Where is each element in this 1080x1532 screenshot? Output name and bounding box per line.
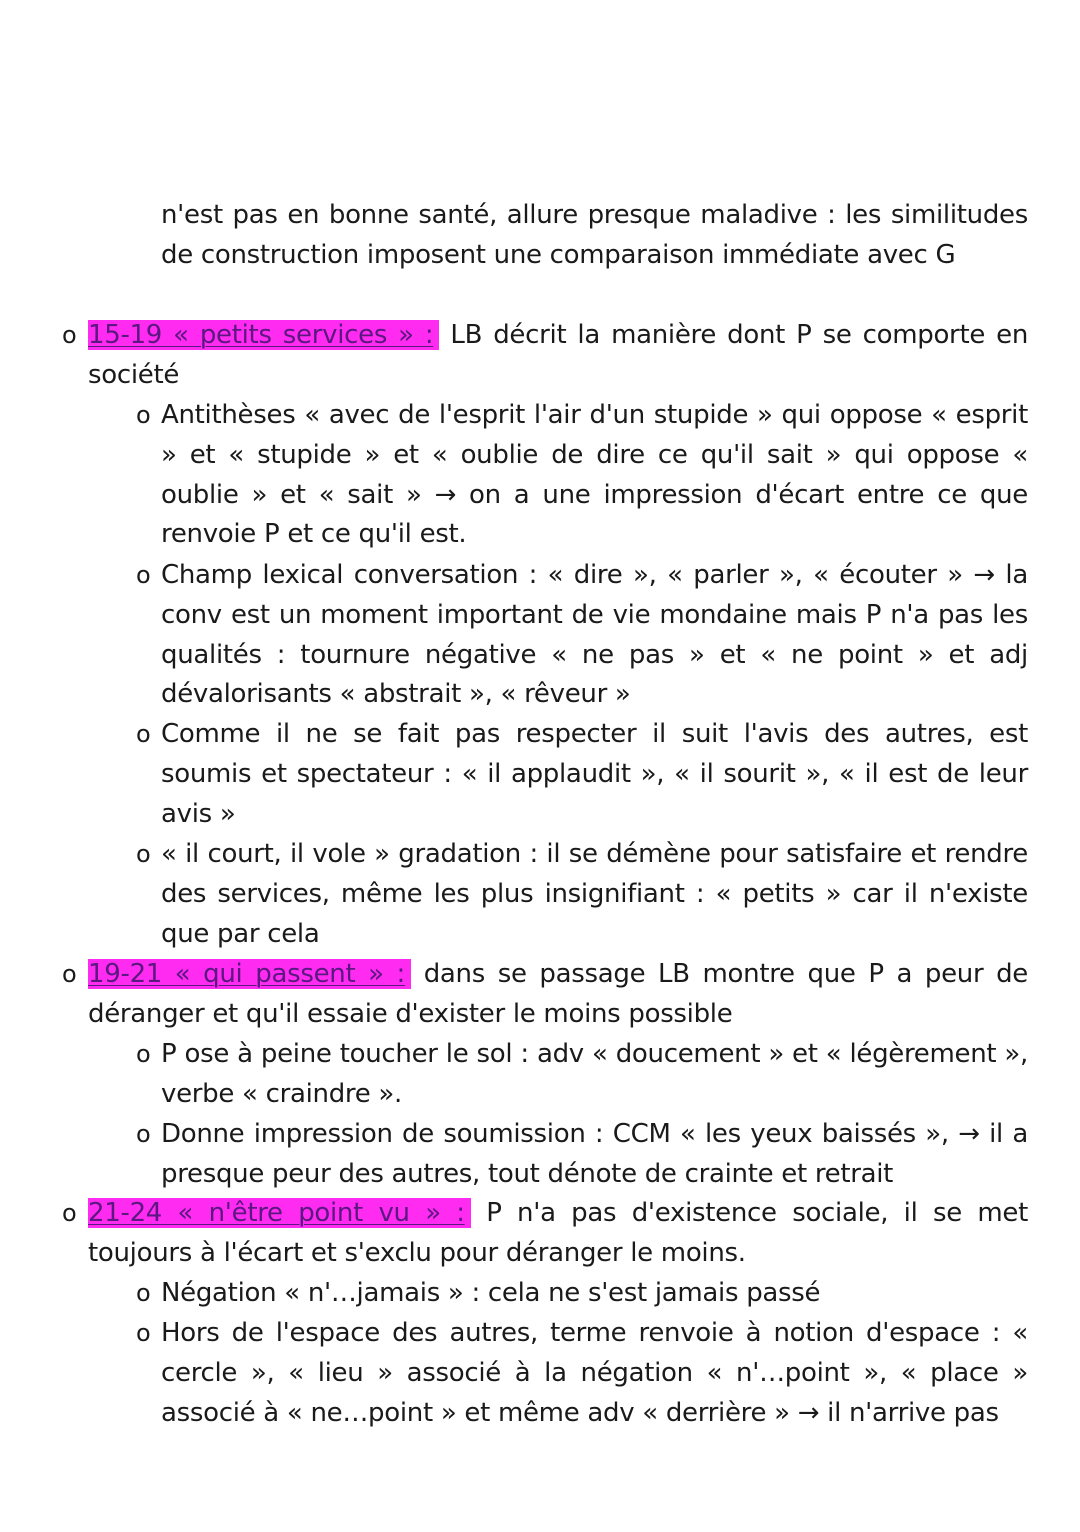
bullet-marker: o [136, 1279, 151, 1307]
point-antitheses [0, 396, 1080, 555]
bullet-marker: o [62, 1199, 77, 1227]
point-text: Antithèses « avec de l'esprit l'air d'un stupide » qui oppose « esprit » et « stupide » et « oublie de dire ce qu'il sait » qui oppose « oublie » et « sait » → on a une impression d'écart entre ce que renvoie P et ce qu'il est. [161, 400, 1028, 550]
point-text: P ose à peine toucher le sol : adv « doucement » et « légèrement », verbe « craindre ». [161, 1039, 1028, 1109]
bullet-marker: o [136, 1120, 151, 1148]
point-soumis-spectateur [0, 715, 1080, 834]
section-petits-services [0, 316, 1080, 396]
point-soumission [0, 1115, 1080, 1195]
bullet-marker: o [136, 401, 151, 429]
bullet-marker: o [136, 561, 151, 589]
section-qui-passent [0, 955, 1080, 1035]
point-text: Champ lexical conversation : « dire », « parler », « écouter » → la conv est un moment important de vie mondaine mais P n'a pas les qualités : tournure négative « ne pas » et « ne point » et adj dévalorisants « abstrait », « rêveur » [161, 560, 1028, 710]
bullet-marker: o [136, 1319, 151, 1347]
point-espace [0, 1314, 1080, 1433]
point-negation [0, 1274, 1080, 1314]
paragraph-text: n'est pas en bonne santé, allure presque maladive : les similitudes de construction imposent une comparaison immédiate avec G [161, 200, 1028, 270]
bullet-marker: o [136, 840, 151, 868]
highlighted-line-reference: 19-21 « qui passent » : [88, 959, 411, 989]
section-text: dans se passage LB montre que P a peur de déranger et qu'il essaie d'exister le moins possible [88, 959, 1028, 1029]
bullet-marker: o [62, 960, 77, 988]
point-text: Hors de l'espace des autres, terme renvoie à notion d'espace : « cercle », « lieu » associé à la négation « n'…point », « place » associé à « ne…point » et même adv « derrière » → il n'arrive pas [161, 1318, 1028, 1428]
point-champ-lexical [0, 556, 1080, 715]
point-text: « il court, il vole » gradation : il se démène pour satisfaire et rendre des services, même les plus insignifiant : « petits » car il n'existe que par cela [161, 839, 1028, 949]
point-gradation [0, 835, 1080, 954]
section-text: LB décrit la manière dont P se comporte en société [88, 320, 1028, 390]
section-text: P n'a pas d'existence sociale, il se met toujours à l'écart et s'exclu pour déranger le moins. [88, 1198, 1028, 1268]
highlighted-line-reference: 21-24 « n'être point vu » : [88, 1198, 471, 1228]
point-toucher-sol [0, 1035, 1080, 1115]
point-text: Comme il ne se fait pas respecter il suit l'avis des autres, est soumis et spectateur : « il applaudit », « il sourit », « il est de leur avis » [161, 719, 1028, 829]
bullet-marker: o [136, 1040, 151, 1068]
point-text: Négation « n'…jamais » : cela ne s'est jamais passé [161, 1278, 821, 1308]
highlighted-line-reference: 15-19 « petits services » : [88, 320, 439, 350]
point-text: Donne impression de soumission : CCM « les yeux baissés », → il a presque peur des autres, tout dénote de crainte et retrait [161, 1119, 1028, 1189]
section-etre-point-vu [0, 1194, 1080, 1274]
bullet-marker: o [136, 720, 151, 748]
bullet-marker: o [62, 321, 77, 349]
paragraph-health-comparison [0, 196, 1080, 276]
